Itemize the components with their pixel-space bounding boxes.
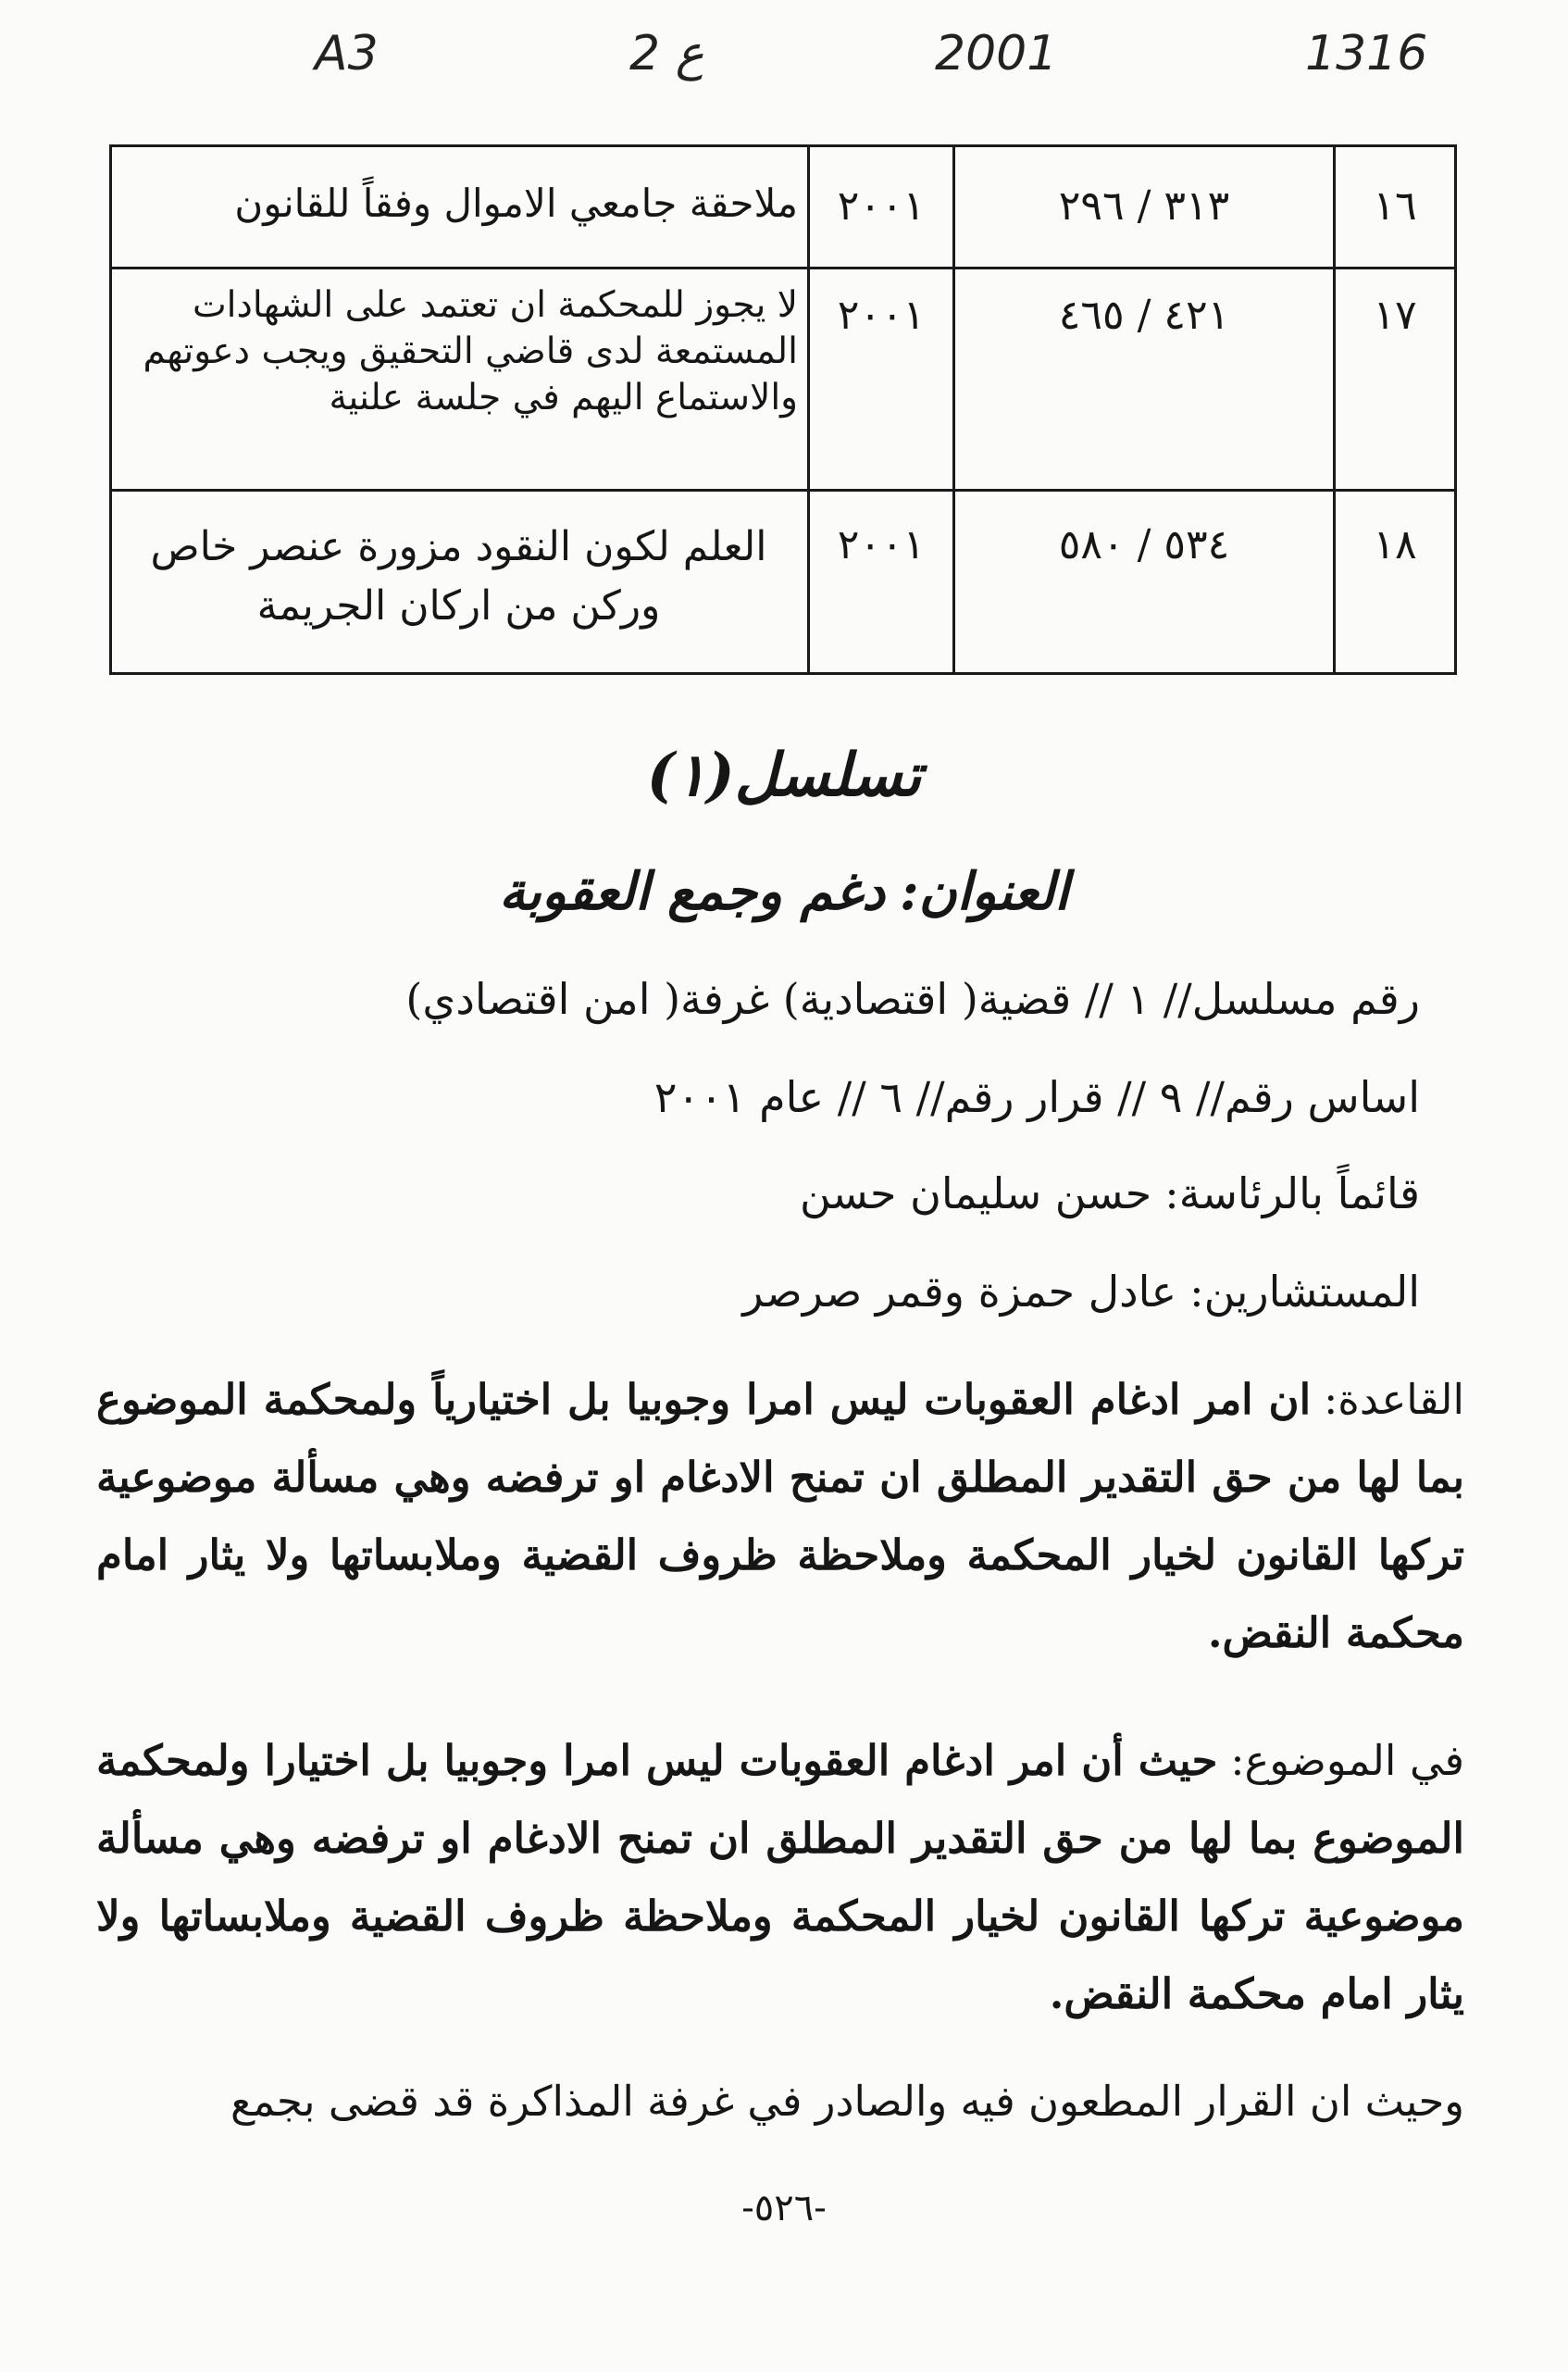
- row-subject: ملاحقة جامعي الاموال وفقاً للقانون: [111, 146, 809, 268]
- basis-line: اساس رقم// ٩ // قرار رقم// ٦ // عام ٢٠٠١: [653, 1072, 1420, 1122]
- row-subject: لا يجوز للمحكمة ان تعتمد على الشهادات المستمعة لدى قاضي التحقيق ويجب دعوتهم والاستماع اليهم في جلسة علنية: [111, 268, 809, 491]
- title-line: [0, 861, 1568, 922]
- table-row: [111, 146, 1456, 268]
- series-heading: تسلسل(١): [646, 741, 922, 810]
- row-number: ١٦: [1335, 146, 1456, 268]
- row-subject: العلم لكون النقود مزورة عنصر خاص وركن من اركان الجريمة: [111, 491, 809, 674]
- row-pages: ٤٢١ / ٤٦٥: [954, 268, 1335, 491]
- row-year: ٢٠٠١: [809, 268, 954, 491]
- title-value: دغم وجمع العقوبة: [499, 861, 885, 922]
- table-row: [111, 268, 1456, 491]
- advisors-label: المستشارين:: [1189, 1267, 1420, 1317]
- row-pages: ٣١٣ / ٢٩٦: [954, 146, 1335, 268]
- page-number: -٥٢٦-: [741, 2187, 827, 2229]
- reference-table: [109, 144, 1457, 675]
- row-year: ٢٠٠١: [809, 146, 954, 268]
- handwritten-mark: 1316: [1305, 26, 1428, 81]
- rule-text: ان امر ادغام العقوبات ليس امرا وجوبيا بل اختيارياً ولمحكمة الموضوع بما لها من حق التقدير المطلق ان تمنح الادغام او ترفضه وهي مسألة موضوعية تركها القانون لخيار المحكمة وملاحظة ظروف القضية وملابساتها ولا يثار امام محكمة النقض.: [96, 1375, 1464, 1657]
- serial-line: رقم مسلسل// ١ // قضية( اقتصادية) غرفة( امن اقتصادي): [405, 974, 1420, 1024]
- presiding-label: قائماً بالرئاسة:: [1164, 1168, 1420, 1218]
- subject-label: في الموضوع:: [1230, 1736, 1464, 1785]
- presiding-name: حسن سليمان حسن: [799, 1168, 1152, 1218]
- title-label: العنوان:: [900, 861, 1069, 922]
- handwritten-mark: 2 ع: [629, 26, 704, 81]
- advisors-line: [217, 1267, 1420, 1317]
- table-row: [111, 491, 1456, 674]
- rule-label: القاعدة:: [1324, 1375, 1464, 1424]
- presiding-line: [217, 1168, 1420, 1218]
- row-pages: ٥٣٤ / ٥٨٠: [954, 491, 1335, 674]
- advisors-names: عادل حمزة وقمر صرصر: [742, 1267, 1177, 1317]
- handwritten-mark: A3: [315, 26, 379, 81]
- subject-paragraph: [96, 1722, 1464, 2033]
- handwritten-mark: 2001: [935, 26, 1058, 81]
- row-number: ١٨: [1335, 491, 1456, 674]
- row-number: ١٧: [1335, 268, 1456, 491]
- continuation-paragraph: [96, 2063, 1464, 2141]
- continuation-text: وحيث ان القرار المطعون فيه والصادر في غرفة المذاكرة قد قضى بجمع: [230, 2077, 1464, 2126]
- rule-paragraph: [96, 1361, 1464, 1672]
- subject-text: حيث أن امر ادغام العقوبات ليس امرا وجوبيا بل اختيارا ولمحكمة الموضوع بما لها من حق التقدير المطلق ان تمنح الادغام او ترفضه وهي مسألة موضوعية تركها القانون لخيار المحكمة وملاحظة ظروف القضية وملابساتها ولا يثار امام محكمة النقض.: [96, 1736, 1464, 2018]
- row-year: ٢٠٠١: [809, 491, 954, 674]
